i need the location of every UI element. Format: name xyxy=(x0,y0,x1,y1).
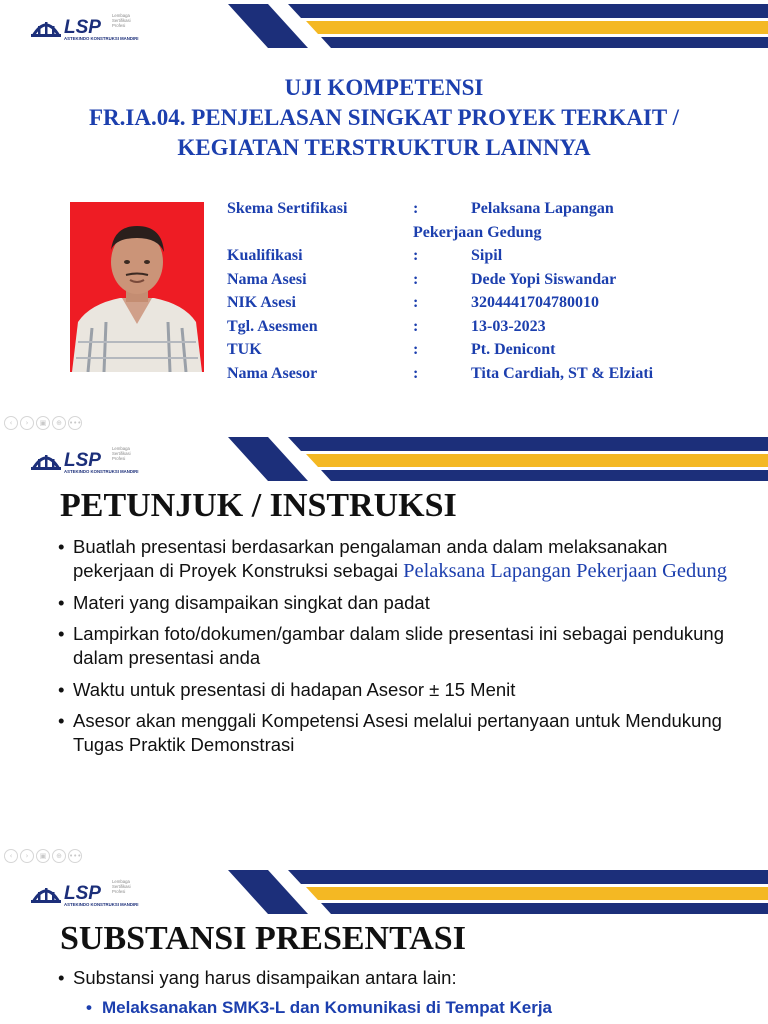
logo-subtitle: ASTEKINDO KONSTRUKSI MANDIRI xyxy=(64,469,139,474)
list-item xyxy=(58,535,748,583)
more-options-icon[interactable]: ••• xyxy=(68,849,82,863)
info-colon: : xyxy=(413,317,419,335)
more-options-icon[interactable]: ••• xyxy=(68,416,82,430)
logo-subtitle: ASTEKINDO KONSTRUKSI MANDIRI xyxy=(64,902,139,907)
bullet-text: Asesor akan menggali Kompetensi Asesi melalui pertanyaan untuk Mendukung Tugas Praktik Demonstrasi xyxy=(73,710,722,755)
info-label: Nama Asesi xyxy=(227,270,307,288)
info-colon: : xyxy=(413,200,419,217)
zoom-icon[interactable]: ⊕ xyxy=(52,849,66,863)
info-value: Dede Yopi Siswandar xyxy=(471,270,617,288)
info-value: Tita Cardiah, ST & Elziati xyxy=(471,364,654,382)
next-slide-icon[interactable]: › xyxy=(20,849,34,863)
candidate-photo xyxy=(70,202,204,372)
header-band xyxy=(228,870,768,914)
slides-icon[interactable]: ▣ xyxy=(36,416,50,430)
info-label: NIK Asesi xyxy=(227,294,296,311)
info-value: Pelaksana Lapangan xyxy=(471,200,614,217)
info-label: Nama Asesor xyxy=(227,364,318,382)
slide-nav-bar xyxy=(4,848,82,864)
list-item xyxy=(58,622,748,670)
svg-text:LSP: LSP xyxy=(64,883,101,904)
title-line-3: KEGIATAN TERSTRUKTUR LAINNYA xyxy=(177,135,591,160)
info-label: Skema Sertifikasi xyxy=(227,200,348,217)
info-colon: : xyxy=(413,294,419,311)
logo-tagline: Lembaga Sertifikasi Profesi xyxy=(112,446,131,461)
bullet-text: Waktu untuk presentasi di hadapan Asesor ± 15 Menit xyxy=(73,678,516,700)
info-value: 3204441704780010 xyxy=(471,294,599,311)
slide-instructions xyxy=(0,433,768,848)
portrait-photo-icon xyxy=(70,202,204,372)
info-value: 13-03-2023 xyxy=(471,317,546,335)
instructions-heading: PETUNJUK / INSTRUKSI xyxy=(60,487,457,524)
lsp-logo xyxy=(30,445,142,475)
info-row-nama-asesi xyxy=(227,268,747,292)
info-row-tgl xyxy=(227,315,747,339)
list-item xyxy=(58,591,748,615)
instructions-list xyxy=(58,535,748,765)
info-colon: : xyxy=(413,341,419,358)
bullet-text: Lampirkan foto/dokumen/gambar dalam slide presentasi ini sebagai pendukung dalam presentasi anda xyxy=(73,623,724,668)
substance-list xyxy=(58,966,748,1024)
lsp-logo xyxy=(30,12,142,42)
info-label: Tgl. Asesmen xyxy=(227,317,318,335)
logo-tagline: Lembaga Sertifikasi Profesi xyxy=(112,13,131,28)
info-row-kualifikasi xyxy=(227,244,747,268)
info-value: Pt. Denicont xyxy=(471,341,556,358)
cover-title xyxy=(0,73,768,163)
info-row-skema-cont xyxy=(227,221,747,245)
title-line-2: FR.IA.04. PENJELASAN SINGKAT PROYEK TERKAIT / xyxy=(88,105,679,130)
info-colon: : xyxy=(413,247,419,264)
svg-text:LSP: LSP xyxy=(64,17,101,38)
sub-list-item xyxy=(58,996,748,1020)
header-band xyxy=(228,437,768,481)
info-colon: : xyxy=(413,270,419,288)
slide-nav-bar xyxy=(4,415,82,431)
info-value-continued: Pekerjaan Gedung xyxy=(413,223,542,241)
logo-tagline: Lembaga Sertifikasi Profesi xyxy=(112,879,131,894)
slides-icon[interactable]: ▣ xyxy=(36,849,50,863)
bullet-highlight: Pelaksana Lapangan Pekerjaan Gedung xyxy=(403,560,727,582)
bullet-text: Substansi yang harus disampaikan antara lain: xyxy=(73,967,457,988)
info-label: Kualifikasi xyxy=(227,247,303,264)
lsp-logo xyxy=(30,878,142,908)
info-row-asesor xyxy=(227,362,747,386)
bullet-text: Melaksanakan SMK3-L dan Komunikasi di Tempat Kerja xyxy=(102,998,553,1017)
list-item xyxy=(58,709,748,757)
info-value: Sipil xyxy=(471,247,503,264)
substance-heading: SUBSTANSI PRESENTASI xyxy=(60,920,466,957)
list-item xyxy=(58,966,748,990)
slide-cover xyxy=(0,0,768,415)
info-label: TUK xyxy=(227,341,262,358)
header-band xyxy=(228,4,768,48)
prev-slide-icon[interactable]: ‹ xyxy=(4,849,18,863)
bullet-text: Buatlah presentasi berdasarkan pengalaman anda dalam melaksanakan pekerjaan di Proyek Konstruksi sebagai xyxy=(73,536,668,581)
list-item xyxy=(58,678,748,702)
zoom-icon[interactable]: ⊕ xyxy=(52,416,66,430)
info-colon: : xyxy=(413,364,419,382)
next-slide-icon[interactable]: › xyxy=(20,416,34,430)
candidate-info-table xyxy=(227,197,747,385)
bullet-text: Materi yang disampaikan singkat dan padat xyxy=(73,591,430,613)
slide-substance xyxy=(0,866,768,1024)
title-line-1: UJI KOMPETENSI xyxy=(284,75,484,100)
info-row-tuk xyxy=(227,338,747,362)
svg-text:LSP: LSP xyxy=(64,450,101,471)
prev-slide-icon[interactable]: ‹ xyxy=(4,416,18,430)
logo-subtitle: ASTEKINDO KONSTRUKSI MANDIRI xyxy=(64,36,139,41)
info-row-skema xyxy=(227,197,747,221)
info-row-nik xyxy=(227,291,747,315)
